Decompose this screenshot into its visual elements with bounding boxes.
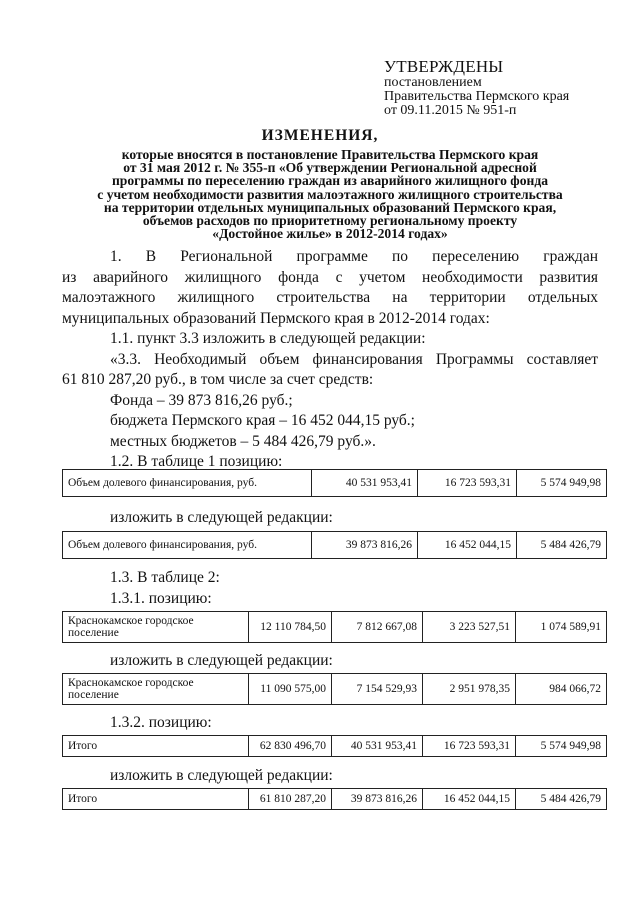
paragraph-1-3: 1.3. В таблице 2: [110, 569, 220, 586]
table-cell: 40 531 953,41 [312, 470, 418, 497]
subtitle-line: которые вносятся в постановление Правительства Пермского края [121, 147, 539, 162]
document-title: ИЗМЕНЕНИЯ, [261, 127, 379, 144]
table-1-old [62, 469, 607, 497]
table-cell: 5 484 426,79 [517, 532, 607, 559]
table-cell: 5 484 426,79 [516, 789, 607, 810]
approved-line-2: Правительства Пермского края [384, 89, 570, 104]
table-cell: Итого [63, 789, 249, 810]
paragraph-1-1: 1.1. пункт 3.3 изложить в следующей редакции: [110, 330, 426, 347]
table-row [63, 470, 607, 497]
paragraph-1 [62, 247, 598, 473]
fund-line: Фонда – 39 873 816,26 руб.; [110, 391, 293, 409]
table-cell: 5 574 949,98 [517, 470, 607, 497]
table-cell: 3 223 527,51 [423, 612, 516, 643]
table-cell: 62 830 496,70 [249, 736, 332, 757]
paragraph-line: муниципальных образований Пермского края в 2012-2014 годах: [62, 309, 490, 327]
subtitle-line: с учетом необходимости развития малоэтажного жилищного строительства [97, 186, 563, 202]
table-cell: 39 873 816,26 [332, 789, 423, 810]
clause-3-3-total: 61 810 287,20 руб., в том числе за счет средств: [62, 371, 374, 388]
local-budget-line: местных бюджетов – 5 484 426,79 руб.». [110, 432, 376, 450]
approval-block [384, 58, 569, 118]
table-cell: 2 951 978,35 [423, 674, 516, 705]
table-cell: Итого [63, 736, 249, 757]
table-cell: 16 723 593,31 [423, 736, 516, 757]
table-1-new [62, 531, 607, 559]
paragraph-line: из аварийного жилищного фонда с учетом необходимости развития [62, 268, 598, 286]
document-subtitle [70, 148, 590, 240]
table-cell: Объем долевого финансирования, руб. [63, 532, 312, 559]
table-3-old [62, 735, 607, 757]
table-cell: 16 452 044,15 [418, 532, 517, 559]
table-cell: 16 452 044,15 [423, 789, 516, 810]
table-row [63, 532, 607, 559]
redaction-label-3: изложить в следующей редакции: [110, 767, 333, 784]
table-row [63, 674, 607, 705]
table-cell: 16 723 593,31 [418, 470, 517, 497]
table-2-new [62, 673, 607, 705]
table-cell: Краснокамское городское поселение [63, 674, 249, 705]
subtitle-line: программы по переселению граждан из аварийного жилищного фонда [111, 173, 549, 189]
paragraph-1-2: 1.2. В таблице 1 позицию: [110, 453, 283, 470]
subtitle-line: от 31 мая 2012 г. № 355-п «Об утверждении Региональной адресной [123, 160, 537, 176]
paragraph-1-3-2: 1.3.2. позицию: [110, 714, 212, 731]
table-3-new [62, 788, 607, 810]
table-cell: 61 810 287,20 [249, 789, 332, 810]
table-cell: 40 531 953,41 [332, 736, 423, 757]
clause-3-3-line: «3.3. Необходимый объем финансирования Программы составляет [110, 350, 598, 368]
subtitle-line: «Достойное жилье» в 2012-2014 годах» [212, 226, 448, 242]
table-2-old [62, 611, 607, 643]
approved-line-3: от 09.11.2015 № 951-п [384, 103, 517, 118]
table-cell: 7 154 529,93 [332, 674, 423, 705]
regional-budget-line: бюджета Пермского края – 16 452 044,15 руб.; [110, 412, 415, 429]
subtitle-line: объемов расходов по приоритетному региональному проекту [142, 213, 518, 229]
table-cell: 12 110 784,50 [249, 612, 332, 643]
table-cell: 5 574 949,98 [516, 736, 607, 757]
table-cell: 39 873 816,26 [312, 532, 418, 559]
table-cell: 11 090 575,00 [249, 674, 332, 705]
table-row [63, 612, 607, 643]
table-cell: Краснокамское городское поселение [63, 612, 249, 643]
approved-heading: УТВЕРЖДЕНЫ [384, 57, 504, 76]
redaction-label-1: изложить в следующей редакции: [110, 509, 333, 526]
subtitle-line: на территории отдельных муниципальных образований Пермского края, [103, 199, 557, 215]
paragraph-line: 1. В Региональной программе по переселению граждан [110, 248, 598, 265]
table-cell: 7 812 667,08 [332, 612, 423, 643]
table-cell: 1 074 589,91 [516, 612, 607, 643]
paragraph-line: малоэтажного жилищного строительства на территории отдельных [62, 289, 598, 306]
approved-line-1: постановлением [384, 75, 482, 90]
table-row [63, 736, 607, 757]
redaction-label-2: изложить в следующей редакции: [110, 652, 333, 669]
table-cell: 984 066,72 [516, 674, 607, 705]
table-cell: Объем долевого финансирования, руб. [63, 470, 312, 497]
paragraph-1-3-1: 1.3.1. позицию: [110, 590, 212, 607]
table-row [63, 789, 607, 810]
